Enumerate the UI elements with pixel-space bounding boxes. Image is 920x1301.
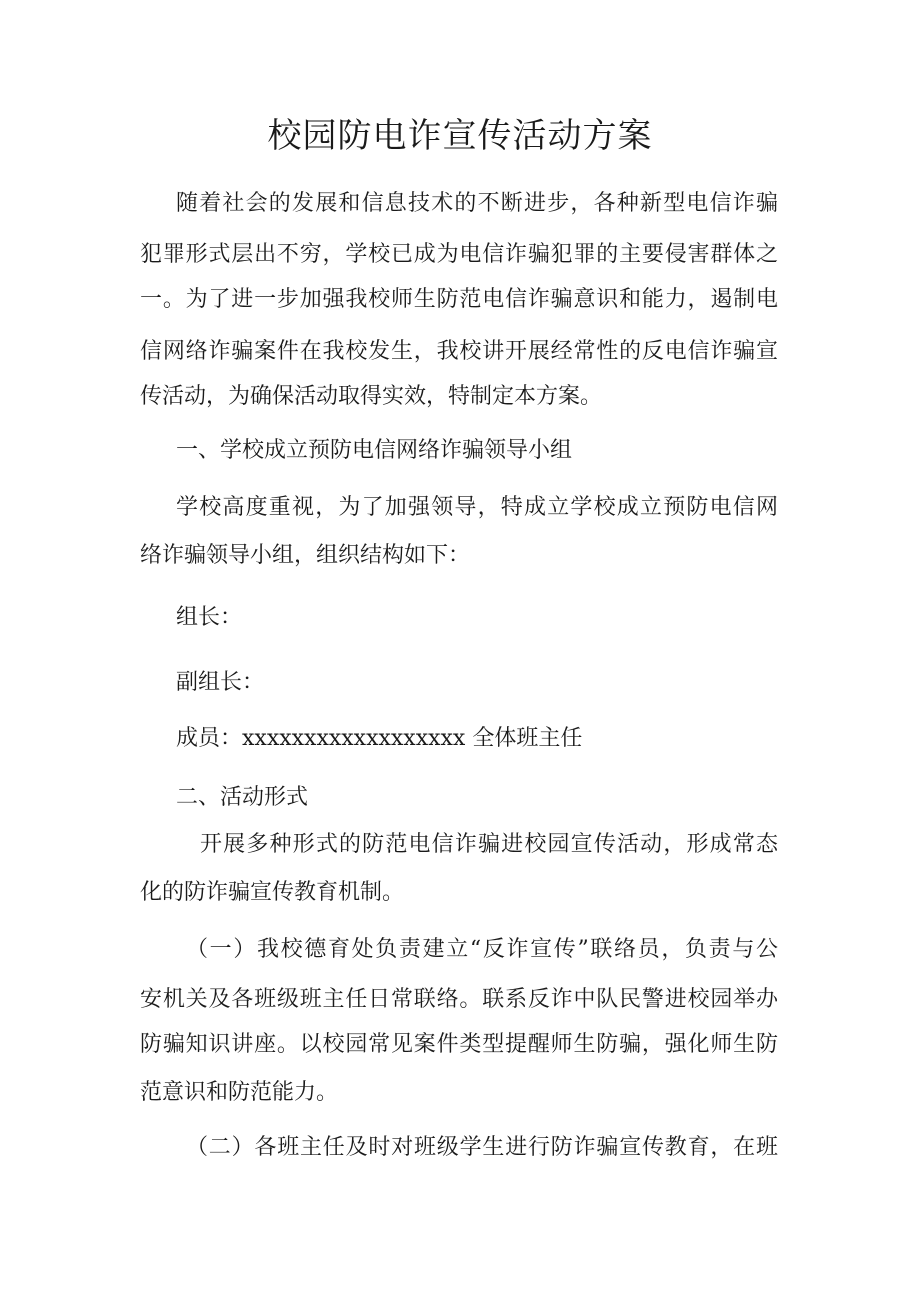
paragraph-line: 防骗知识讲座。以校园常见案件类型提醒师生防骗，强化师生防 (140, 1032, 778, 1057)
paragraph-line: 化的防诈骗宣传教育机制。 (140, 880, 405, 905)
members-line: 成员：xxxxxxxxxxxxxxxxxx 全体班主任 (176, 726, 583, 751)
paragraph-line: 信网络诈骗案件在我校发生，我校讲开展经常性的反电信诈骗宣 (140, 339, 778, 364)
document-title: 校园防电诈宣传活动方案 (267, 116, 653, 156)
paragraph-line: 范意识和防范能力。 (140, 1080, 339, 1105)
paragraph-line: 开展多种形式的防范电信诈骗进校园宣传活动，形成常态 (200, 832, 778, 857)
paragraph-line: 学校高度重视，为了加强领导，特成立学校成立预防电信网 (176, 495, 778, 520)
section-heading: 二、活动形式 (176, 785, 309, 810)
paragraph-line: 随着社会的发展和信息技术的不断进步，各种新型电信诈骗 (176, 191, 778, 216)
paragraph-line: 犯罪形式层出不穷，学校已成为电信诈骗犯罪的主要侵害群体之 (140, 242, 778, 267)
paragraph-line: （二）各班主任及时对班级学生进行防诈骗宣传教育，在班 (186, 1135, 778, 1160)
paragraph-line: 传活动，为确保活动取得实效，特制定本方案。 (140, 384, 603, 409)
paragraph-line: （一）我校德育处负责建立“反诈宣传”联络员，负责与公 (186, 937, 778, 962)
deputy-leader-line: 副组长： (176, 670, 265, 695)
leader-line: 组长： (176, 605, 243, 630)
paragraph-line: 安机关及各班级班主任日常联络。联系反诈中队民警进校园举办 (140, 987, 778, 1012)
section-heading: 一、学校成立预防电信网络诈骗领导小组 (176, 438, 573, 463)
paragraph-line: 一。为了进一步加强我校师生防范电信诈骗意识和能力，遏制电 (140, 287, 778, 312)
paragraph-line: 络诈骗领导小组，组织结构如下： (140, 543, 471, 568)
